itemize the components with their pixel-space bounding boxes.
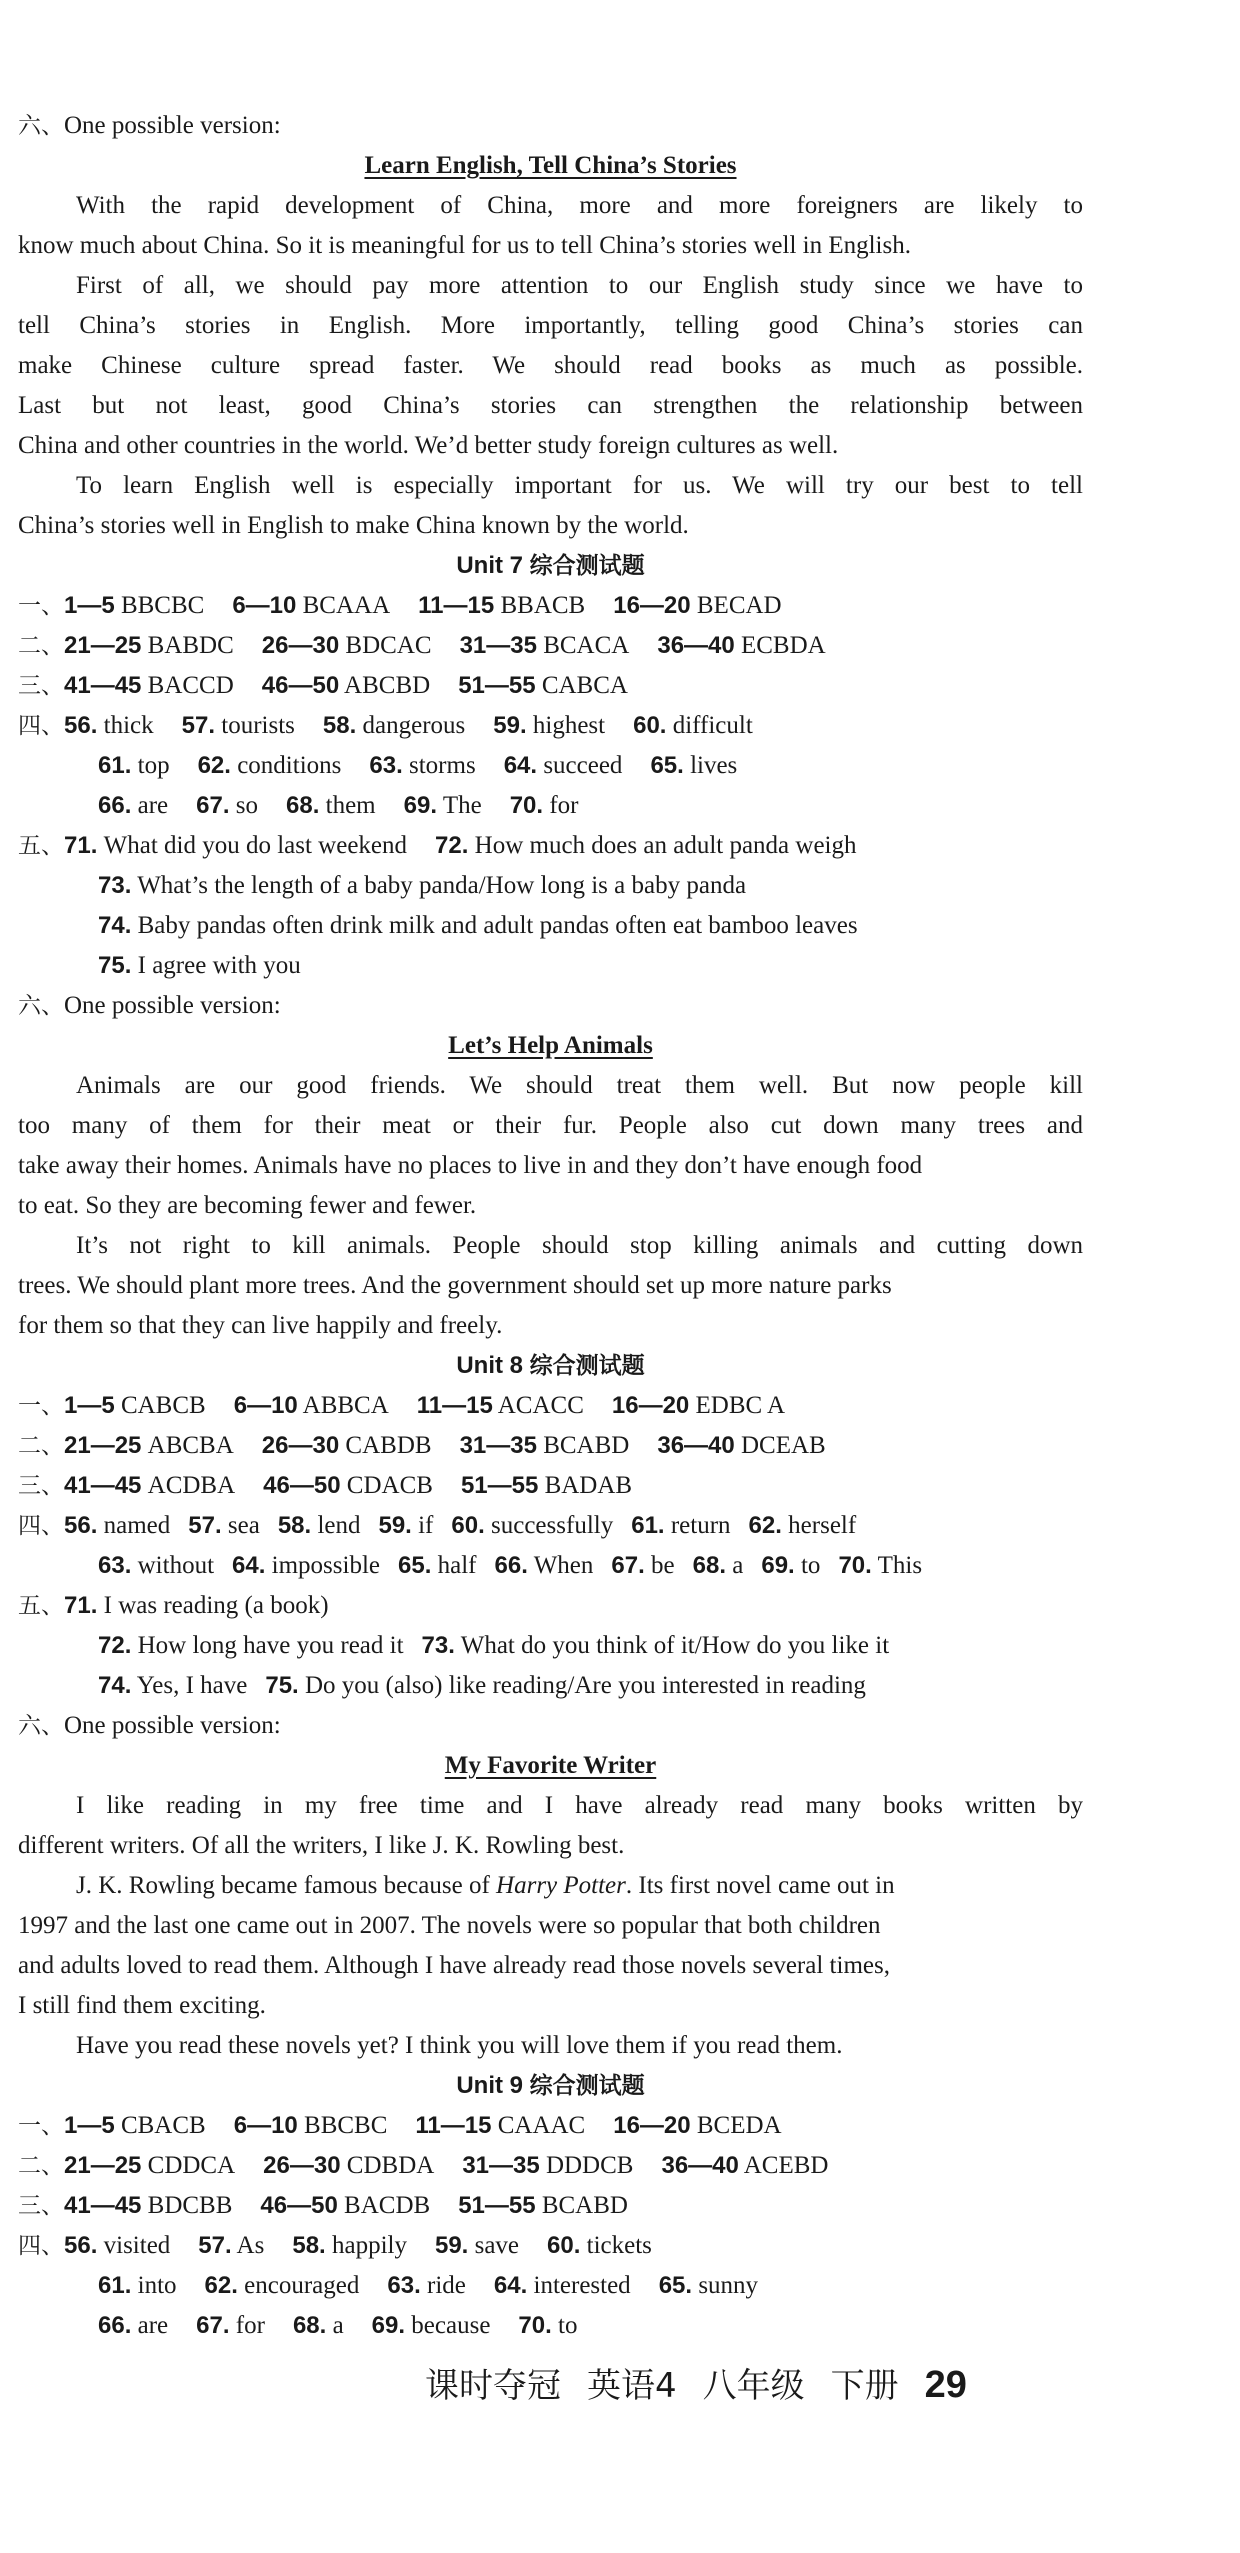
- essay-line: I still find them exciting.: [18, 1992, 266, 2019]
- answer-row: 66. are 67. for 68. a 69. because 70. to: [98, 2312, 578, 2339]
- essay-line: Animals are our good friends. We should treat them well. But now people kill: [76, 1072, 1083, 1099]
- answer-content: [18, 106, 1083, 2346]
- essay-line: Last but not least, good China’s stories can strengthen the relationship between: [18, 392, 1083, 419]
- essay-line: trees. We should plant more trees. And the government should set up more nature parks: [18, 1272, 892, 1299]
- unit-title: Unit 7 综合测试题: [456, 552, 645, 579]
- answer-row: 四、56. visited 57. As 58. happily 59. save 60. tickets: [18, 2232, 652, 2259]
- essay-line: take away their homes. Animals have no places to live in and they don’t have enough food: [18, 1152, 923, 1179]
- essay-line: It’s not right to kill animals. People should stop killing animals and cutting down: [76, 1232, 1083, 1259]
- answer-row: 75. I agree with you: [98, 952, 301, 979]
- essay-label: 六、One possible version:: [18, 1712, 281, 1739]
- essay-line: To learn English well is especially important for us. We will try our best to tell: [76, 472, 1083, 499]
- answer-row: 66. are 67. so 68. them 69. The 70. for: [98, 792, 579, 819]
- answer-row: 74. Yes, I have 75. Do you (also) like reading/Are you interested in reading: [98, 1672, 866, 1699]
- answer-row: 四、56. thick 57. tourists 58. dangerous 59. highest 60. difficult: [18, 712, 753, 739]
- essay-line: China and other countries in the world. We’d better study foreign cultures as well.: [18, 432, 839, 459]
- essay-line: With the rapid development of China, more and more foreigners are likely to: [76, 192, 1083, 219]
- answer-row: 三、41—45 ACDBA 46—50 CDACB 51—55 BADAB: [18, 1472, 633, 1499]
- unit-title: Unit 9 综合测试题: [456, 2072, 645, 2099]
- answer-row: 72. How long have you read it 73. What do you think of it/How do you like it: [98, 1632, 890, 1659]
- book-series: 课时夺冠: [425, 2366, 561, 2406]
- essay-title: My Favorite Writer: [444, 1752, 657, 1779]
- answer-row: 三、41—45 BACCD 46—50 ABCBD 51—55 CABCA: [18, 672, 628, 699]
- answer-row: 61. into 62. encouraged 63. ride 64. interested 65. sunny: [98, 2272, 759, 2299]
- essay-label: 六、One possible version:: [18, 992, 281, 1019]
- essay-line: make Chinese culture spread faster. We should read books as much as possible.: [18, 352, 1083, 379]
- essay-title: Learn English, Tell China’s Stories: [364, 152, 737, 179]
- essay-line: China’s stories well in English to make China known by the world.: [18, 512, 689, 539]
- essay-line: I like reading in my free time and I have already read many books written by: [76, 1792, 1083, 1819]
- answer-row: 三、41—45 BDCBB 46—50 BACDB 51—55 BCABD: [18, 2192, 628, 2219]
- essay-line: First of all, we should pay more attention to our English study since we have to: [76, 272, 1083, 299]
- answer-row: 四、56. named 57. sea 58. lend 59. if 60. successfully 61. return 62. herself: [18, 1512, 857, 1539]
- answer-row: 一、1—5 BBCBC 6—10 BCAAA 11—15 BBACB 16—20 BECAD: [18, 592, 782, 619]
- answer-row: 61. top 62. conditions 63. storms 64. succeed 65. lives: [98, 752, 738, 779]
- answer-row: 五、71. What did you do last weekend 72. How much does an adult panda weigh: [18, 832, 857, 859]
- essay-line: 1997 and the last one came out in 2007. The novels were so popular that both children: [18, 1912, 881, 1939]
- essay-line: to eat. So they are becoming fewer and fewer.: [18, 1192, 477, 1219]
- essay-line: Have you read these novels yet? I think you will love them if you read them.: [76, 2032, 843, 2059]
- answer-row: 五、71. I was reading (a book): [18, 1592, 329, 1619]
- essay-line: and adults loved to read them. Although I have already read those novels several times,: [18, 1952, 890, 1979]
- answer-row: 73. What’s the length of a baby panda/How long is a baby panda: [98, 872, 747, 899]
- book-subject: 英语4: [587, 2366, 677, 2406]
- unit-title: Unit 8 综合测试题: [456, 1352, 645, 1379]
- page-number: 29: [924, 2364, 967, 2406]
- answer-row: 一、1—5 CBACB 6—10 BBCBC 11—15 CAAAC 16—20 BCEDA: [18, 2112, 782, 2139]
- essay-line: tell China’s stories in English. More importantly, telling good China’s stories can: [18, 312, 1083, 339]
- essay-line: too many of them for their meat or their fur. People also cut down many trees and: [18, 1112, 1083, 1139]
- book-volume: 下册: [830, 2366, 899, 2406]
- answer-row: 一、1—5 CABCB 6—10 ABBCA 11—15 ACACC 16—20 EDBC A: [18, 1392, 786, 1419]
- answer-row: 74. Baby pandas often drink milk and adult pandas often eat bamboo leaves: [98, 912, 858, 939]
- essay-line: for them so that they can live happily and freely.: [18, 1312, 503, 1339]
- page-footer: [425, 2358, 1085, 2408]
- essay-line: J. K. Rowling became famous because of Harry Potter. Its first novel came out in: [76, 1872, 895, 1899]
- answer-row: 二、21—25 BABDC 26—30 BDCAC 31—35 BCACA 36—40 ECBDA: [18, 632, 826, 659]
- answer-row: 二、21—25 ABCBA 26—30 CABDB 31—35 BCABD 36—40 DCEAB: [18, 1432, 826, 1459]
- book-grade: 八年级: [702, 2366, 805, 2406]
- essay-line: different writers. Of all the writers, I like J. K. Rowling best.: [18, 1832, 625, 1859]
- essay-line: know much about China. So it is meaningful for us to tell China’s stories well in English.: [18, 232, 911, 259]
- essay-title: Let’s Help Animals: [448, 1032, 653, 1059]
- answer-row: 63. without 64. impossible 65. half 66. When 67. be 68. a 69. to 70. This: [98, 1552, 923, 1579]
- essay-label: 六、One possible version:: [18, 112, 281, 139]
- answer-row: 二、21—25 CDDCA 26—30 CDBDA 31—35 DDDCB 36—40 ACEBD: [18, 2152, 829, 2179]
